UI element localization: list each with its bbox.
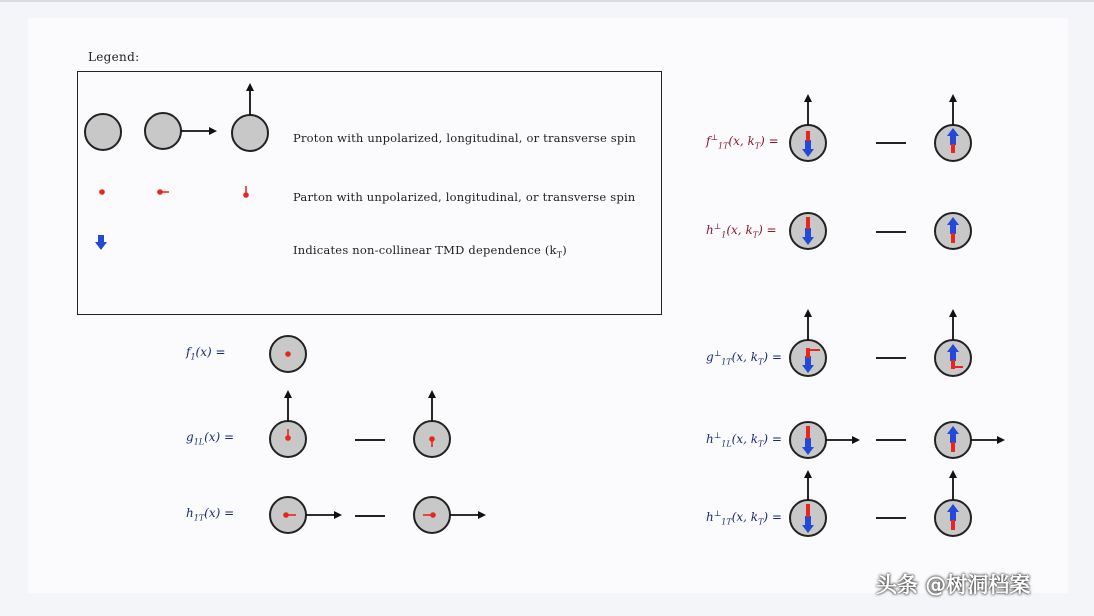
diagram-f1t-perp-a — [790, 96, 826, 161]
legend-tmd-text: Indicates non-collinear TMD dependence $(k_T)$ — [293, 243, 567, 260]
diagram-h1t-a — [270, 497, 340, 533]
label-h1t-perp: $h^\perp_{1T}(x$, $k_T$) = — [706, 509, 782, 527]
diagram-h1t-b — [414, 497, 484, 533]
label-h1-perp: $h^\perp_1(x$, $k_T$) = — [706, 222, 777, 240]
label-g1l: $g_{1L}(x)$ = — [186, 430, 235, 447]
label-f1: $f_1(x)$ = — [186, 345, 226, 362]
legend-proton-text: Proton with unpolarized, longitudinal, or transverse spin — [293, 131, 636, 145]
diagram-h1l-perp-b — [935, 422, 1003, 458]
legend-title: Legend: — [88, 50, 140, 64]
diagram-f1 — [270, 336, 306, 372]
diagram-g1t-perp-b — [935, 311, 971, 376]
diagram-g1t-perp-a — [790, 311, 826, 376]
label-f1t-perp: $f^\perp_{1T}(x$, $k_T$) = — [706, 133, 779, 151]
watermark: 头条 @树洞档案 — [876, 573, 1031, 597]
diagram-h1t-perp-a — [790, 472, 826, 536]
diagram-h1t-perp-b — [935, 472, 971, 536]
label-h1l-perp: $h^\perp_{1L}(x$, $k_T$) = — [706, 431, 782, 449]
diagram-g1l-b — [414, 392, 450, 457]
label-h1t: $h_{1T}(x)$ = — [186, 506, 235, 523]
diagram-h1l-perp-a — [790, 422, 858, 458]
label-g1t-perp: $g^\perp_{1T}(x$, $k_T$) = — [706, 349, 782, 367]
diagram-h1-perp-b — [935, 213, 971, 249]
legend-parton-text: Parton with unpolarized, longitudinal, or transverse spin — [293, 190, 636, 204]
diagram-h1-perp-a — [790, 213, 826, 249]
diagram-g1l-a — [270, 392, 306, 457]
diagram-f1t-perp-b — [935, 96, 971, 161]
